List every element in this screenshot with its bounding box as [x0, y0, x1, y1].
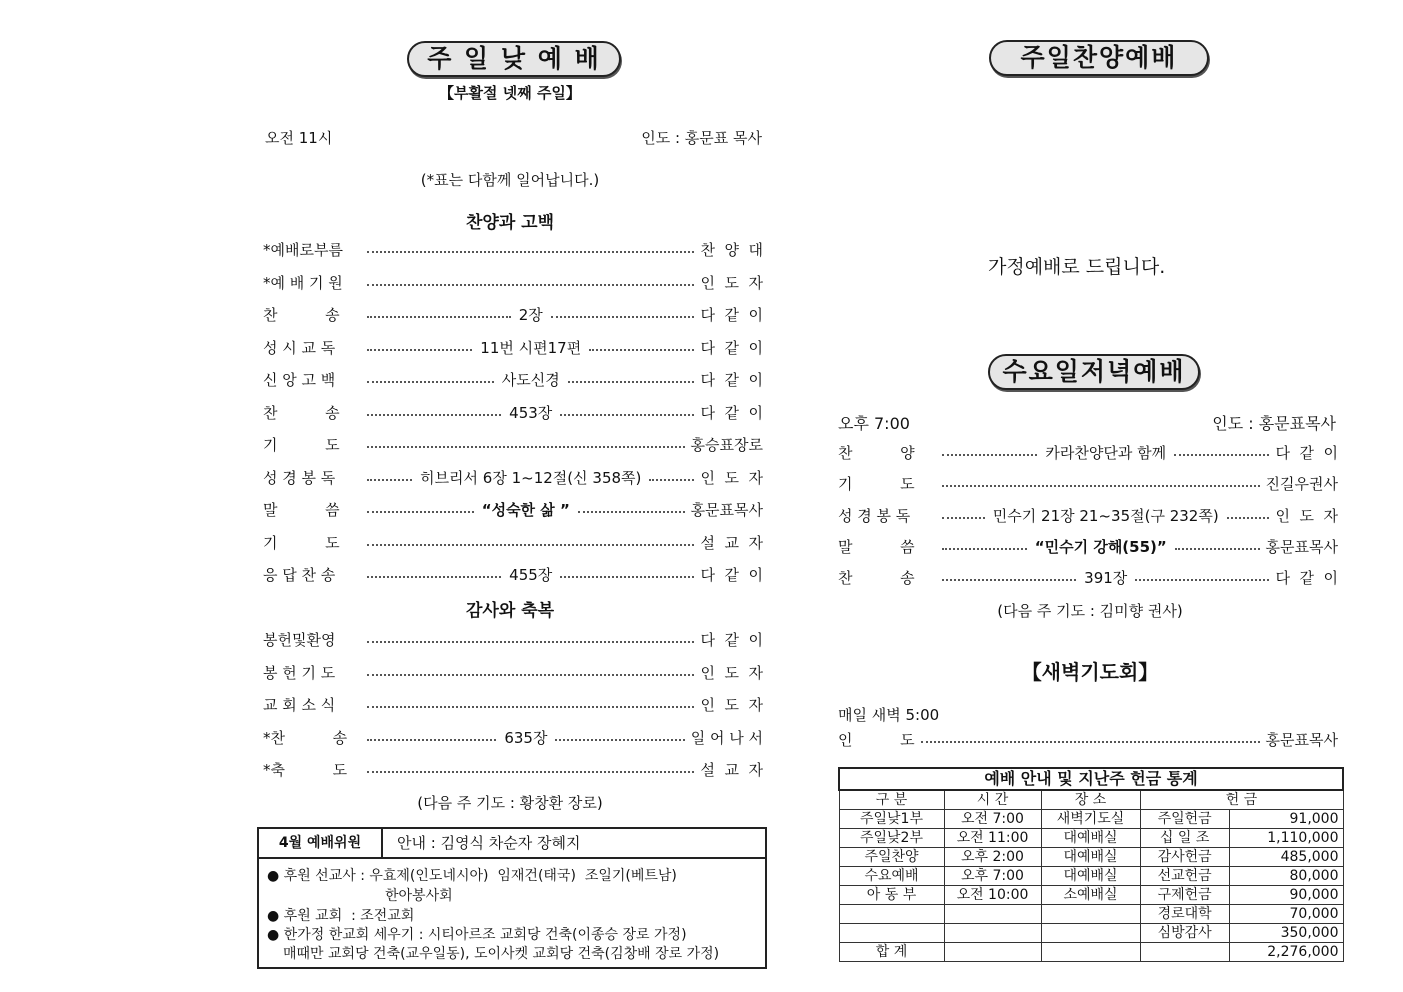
home-service-note: 가정예배로 드립니다. — [988, 256, 1166, 278]
table-cell: 80,000 — [1229, 867, 1343, 886]
table-cell: 대예배실 — [1041, 829, 1140, 848]
bullet-1-text: 후원 선교사 : 우효제(인도네시아) 임재건(태국) 조일기(베트남) — [283, 868, 677, 884]
table-cell: 오후 2:00 — [944, 848, 1041, 867]
order-item-person: 진길우권사 — [1265, 475, 1338, 494]
table-caption: 예배 안내 및 지난주 헌금 통계 — [839, 768, 1343, 790]
table-cell: 91,000 — [1229, 810, 1343, 829]
bullet-2-text: 후원 교회 : 조전교회 — [283, 908, 415, 924]
order-item-detail: “민수기 강해(55)” — [1034, 537, 1167, 556]
bullet-3-cont: 매때만 교회당 건축(교우일동), 도이사켓 교회당 건축(김창배 장로 가정) — [283, 946, 720, 962]
order-item-detail: 391장 — [1084, 569, 1128, 588]
order-item-label: 봉 헌 기 도 — [263, 663, 336, 682]
table-cell: 1,110,000 — [1229, 829, 1343, 848]
order-item-label: 말 씀 — [263, 501, 340, 519]
offering-stats-table — [838, 767, 1344, 962]
leader-dots — [942, 485, 1260, 487]
table-row — [839, 924, 1343, 943]
leader-dots — [555, 739, 684, 741]
leader-dots — [568, 381, 695, 383]
leader-dots — [367, 284, 694, 286]
wednesday-service-title: 수요일저녁예배 — [988, 354, 1200, 390]
order-item-detail: 2장 — [518, 306, 543, 324]
order-item-label: *축 도 — [263, 761, 348, 779]
order-item-person: 다 같 이 — [1275, 444, 1338, 462]
leader-dots — [921, 741, 1260, 743]
order-item-detail: 카라찬양단과 함께 — [1045, 444, 1167, 462]
guide-line: 안내 : 김영식 차순자 장혜지 — [383, 829, 765, 859]
table-cell: 아 동 부 — [839, 886, 944, 905]
order-row — [263, 466, 763, 490]
order-row — [263, 498, 763, 522]
leader-dots — [367, 544, 694, 546]
order-item-detail: 11번 시편17편 — [480, 338, 582, 357]
table-row — [839, 829, 1343, 848]
table-cell — [839, 905, 944, 924]
committee-box — [257, 827, 767, 969]
table-cell — [1041, 905, 1140, 924]
order-item-label: 찬 송 — [263, 403, 340, 422]
order-row — [263, 726, 763, 750]
table-cell — [944, 924, 1041, 943]
order-row — [263, 271, 763, 295]
order-row — [838, 566, 1338, 590]
header-category: 구 분 — [839, 790, 944, 810]
order-item-label: 찬 송 — [263, 306, 340, 324]
leader-dots — [942, 548, 1027, 550]
bullet-3-text: 한가정 한교회 세우기 : 시티아르조 교회당 건축(이종승 장로 가정) — [283, 927, 687, 943]
order-row — [263, 433, 763, 457]
table-cell — [944, 943, 1041, 962]
table-cell: 70,000 — [1229, 905, 1343, 924]
order-row — [263, 238, 763, 262]
order-item-label: 기 도 — [263, 436, 340, 454]
section-thanks-blessing: 감사와 축복 — [465, 601, 555, 621]
section-praise-confession: 찬양과 고백 — [465, 213, 555, 233]
table-cell: 대예배실 — [1041, 848, 1140, 867]
leader-dots — [578, 511, 685, 513]
order-item-person: 다 같 이 — [700, 338, 764, 357]
table-cell: 485,000 — [1229, 848, 1343, 867]
order-row — [263, 303, 763, 327]
leader-dots — [367, 381, 494, 383]
order-row — [263, 758, 763, 782]
table-row — [839, 848, 1343, 867]
table-cell: 심방감사 — [1140, 924, 1229, 943]
order-item-label: 봉헌및환영 — [263, 631, 336, 649]
dawn-leader-row — [838, 728, 1338, 752]
table-cell: 구제헌금 — [1140, 886, 1229, 905]
order-item-person: 인 도 자 — [700, 273, 763, 292]
order-row — [838, 472, 1338, 496]
table-cell: 대예배실 — [1041, 867, 1140, 886]
order-item-label: 성 경 봉 독 — [838, 506, 911, 525]
table-cell: 소예배실 — [1041, 886, 1140, 905]
table-cell — [1140, 943, 1229, 962]
leader-dots — [1135, 579, 1269, 581]
leader-dots — [367, 479, 412, 481]
table-cell — [1041, 943, 1140, 962]
order-item-label: 성 시 교 독 — [263, 338, 336, 357]
table-cell: 감사헌금 — [1140, 848, 1229, 867]
header-time: 시 간 — [944, 790, 1041, 810]
order-item-person: 인 도 자 — [700, 663, 763, 682]
standing-note: (*표는 다함께 일어납니다.) — [420, 171, 600, 189]
dawn-prayer-title: 【새벽기도회】 — [1021, 660, 1159, 684]
order-row — [263, 336, 763, 360]
leader-dots — [367, 446, 685, 448]
table-cell: 오전 11:00 — [944, 829, 1041, 848]
order-item-detail: 455장 — [509, 566, 553, 584]
leader-dots — [1227, 517, 1270, 519]
table-cell: 350,000 — [1229, 924, 1343, 943]
order-item-person: 인 도 자 — [700, 696, 763, 714]
order-row — [838, 504, 1338, 528]
bullet-1: ● 후원 선교사 : 우효제(인도네시아) 임재건(태국) 조일기(베트남) — [267, 868, 677, 884]
bullet-2: ● 후원 교회 : 조전교회 — [267, 908, 415, 924]
leader-dots — [560, 576, 694, 578]
order-item-detail: 453장 — [509, 403, 553, 422]
order-item-label: 응 답 찬 송 — [263, 566, 336, 584]
order-item-person: 홍승표장로 — [690, 436, 763, 454]
leader-dots — [367, 706, 694, 708]
table-cell: 90,000 — [1229, 886, 1343, 905]
wednesday-leader: 인도 : 홍문표목사 — [1212, 414, 1336, 433]
order-item-person: 설 교 자 — [700, 533, 763, 552]
next-week-prayer-left: (다음 주 기도 : 황창환 장로) — [417, 794, 603, 812]
table-cell: 오후 7:00 — [944, 867, 1041, 886]
sunday-praise-title: 주일찬양예배 — [989, 40, 1209, 76]
table-cell: 주일낮1부 — [839, 810, 944, 829]
leader-dots — [1174, 454, 1269, 456]
wednesday-time: 오후 7:00 — [838, 414, 910, 433]
dawn-leader: 홍문표목사 — [1265, 731, 1338, 749]
next-week-prayer-right: (다음 주 기도 : 김미향 권사) — [997, 602, 1183, 620]
table-cell — [839, 924, 944, 943]
table-cell: 주일찬양 — [839, 848, 944, 867]
header-offering: 헌 금 — [1140, 790, 1343, 810]
dawn-label: 인 도 — [838, 731, 915, 749]
service-leader: 인도 : 홍문표 목사 — [641, 129, 762, 147]
sunday-service-title: 주 일 낮 예 배 — [407, 41, 621, 77]
dawn-time: 매일 새벽 5:00 — [838, 706, 940, 724]
order-item-person: 홍문표목사 — [690, 501, 764, 519]
order-row — [263, 401, 763, 425]
bullet-3: ● 한가정 한교회 세우기 : 시티아르조 교회당 건축(이종승 장로 가정) — [267, 927, 687, 943]
table-row — [839, 867, 1343, 886]
order-row — [263, 661, 763, 685]
table-cell: 2,276,000 — [1229, 943, 1343, 962]
leader-dots — [560, 414, 694, 416]
leader-dots — [589, 349, 694, 351]
table-row — [839, 905, 1343, 924]
order-item-label: *찬 송 — [263, 728, 348, 747]
order-item-person: 다 같 이 — [700, 631, 763, 649]
order-item-detail: 히브리서 6장 1~12절(신 358쪽) — [420, 468, 642, 487]
order-item-label: 찬 송 — [838, 569, 915, 588]
order-item-detail: 635장 — [504, 728, 548, 747]
leader-dots — [942, 517, 985, 519]
order-item-label: 성 경 봉 독 — [263, 468, 336, 487]
table-cell: 십 일 조 — [1140, 829, 1229, 848]
header-place: 장 소 — [1041, 790, 1140, 810]
leader-dots — [367, 576, 501, 578]
table-cell: 선교헌금 — [1140, 867, 1229, 886]
table-row — [839, 810, 1343, 829]
order-item-label: 기 도 — [838, 475, 915, 494]
leader-dots — [942, 579, 1076, 581]
order-item-detail: 사도신경 — [501, 371, 560, 389]
order-row — [263, 531, 763, 555]
order-item-person: 일 어 나 서 — [690, 728, 764, 747]
order-item-detail: “성숙한 삶 ” — [481, 501, 570, 519]
leader-dots — [367, 674, 694, 676]
order-item-person: 홍문표목사 — [1265, 537, 1338, 556]
leader-dots — [649, 479, 694, 481]
order-row — [263, 563, 763, 587]
leader-dots — [367, 739, 496, 741]
order-item-label: 교 회 소 식 — [263, 696, 336, 714]
committee-label: 4월 예배위원 — [259, 829, 383, 859]
order-item-person: 인 도 자 — [700, 468, 764, 487]
order-item-label: 찬 양 — [838, 444, 915, 462]
table-row — [839, 943, 1343, 962]
table-cell — [944, 905, 1041, 924]
table-header-row — [839, 790, 1343, 810]
leader-dots — [942, 454, 1037, 456]
leader-dots — [367, 414, 501, 416]
leader-dots — [367, 771, 694, 773]
service-time: 오전 11시 — [265, 129, 333, 147]
order-row — [263, 693, 763, 717]
order-item-person: 다 같 이 — [700, 566, 764, 584]
order-item-person: 설 교 자 — [700, 761, 763, 779]
leader-dots — [367, 316, 511, 318]
order-item-person: 다 같 이 — [700, 371, 764, 389]
order-item-detail: 민수기 21장 21~35절(구 232쪽) — [992, 506, 1219, 525]
table-cell: 오전 7:00 — [944, 810, 1041, 829]
leader-dots — [367, 349, 472, 351]
order-item-label: 말 씀 — [838, 537, 915, 556]
table-row — [839, 886, 1343, 905]
leader-dots — [367, 511, 474, 513]
table-cell: 주일낮2부 — [839, 829, 944, 848]
order-item-person: 다 같 이 — [700, 403, 764, 422]
order-item-label: *예 배 기 원 — [263, 273, 343, 292]
leader-dots — [551, 316, 695, 318]
table-cell: 오전 10:00 — [944, 886, 1041, 905]
table-cell: 새벽기도실 — [1041, 810, 1140, 829]
order-row — [838, 535, 1338, 559]
order-item-label: 기 도 — [263, 533, 340, 552]
table-cell — [1041, 924, 1140, 943]
table-cell: 주일헌금 — [1140, 810, 1229, 829]
order-item-person: 인 도 자 — [1275, 506, 1339, 525]
order-row — [838, 441, 1338, 465]
table-cell: 수요예배 — [839, 867, 944, 886]
table-cell: 합 계 — [839, 943, 944, 962]
order-item-person: 다 같 이 — [700, 306, 763, 324]
leader-dots — [1175, 548, 1260, 550]
order-item-label: 신 앙 고 백 — [263, 371, 336, 389]
service-subtitle: 【부활절 넷째 주일】 — [439, 84, 581, 102]
table-cell: 경로대학 — [1140, 905, 1229, 924]
leader-dots — [367, 641, 694, 643]
bullet-1-cont: 한아봉사회 — [385, 888, 453, 904]
order-row — [263, 628, 763, 652]
order-item-person: 다 같 이 — [1275, 569, 1339, 588]
order-row — [263, 368, 763, 392]
order-item-person: 찬 양 대 — [700, 241, 763, 259]
leader-dots — [367, 251, 694, 253]
order-item-label: *예배로부름 — [263, 241, 343, 259]
